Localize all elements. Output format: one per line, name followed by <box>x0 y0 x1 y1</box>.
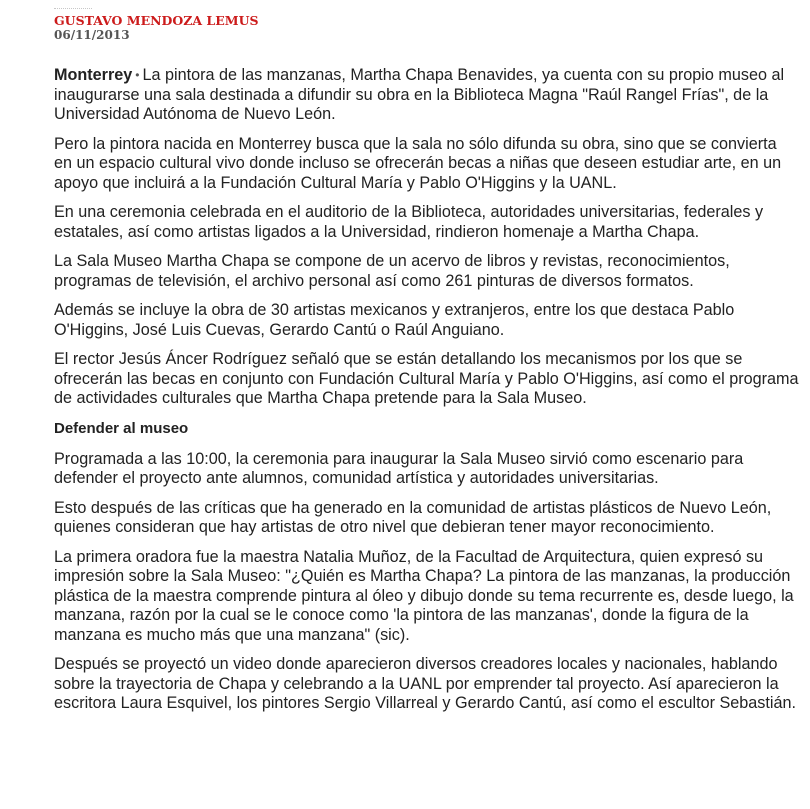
paragraph: Además se incluye la obra de 30 artistas mexicanos y extranjeros, entre los que destaca Pablo O'Higgins, José Luis Cuevas, Gerardo Cantú o Raúl Anguiano. <box>54 301 735 339</box>
article-body <box>54 66 799 724</box>
dateline: Monterrey <box>54 66 133 84</box>
lead-paragraph <box>54 66 799 125</box>
publish-date: 06/11/2013 <box>54 28 130 42</box>
paragraph: Esto después de las críticas que ha generado en la comunidad de artistas plásticos de Nuevo León, quienes consideran que hay artistas de otro nivel que debieran tener mayor reconocimiento. <box>54 498 772 536</box>
paragraph: La primera oradora fue la maestra Natalia Muñoz, de la Facultad de Arquitectura, quien expresó su impresión sobre la Sala Museo: "¿Quién es Martha Chapa? La pintora de las manzanas, la producción plástica de la maestra comprende pintura al óleo y dibujo donde su tema recurrente es, desde luego, la manzana, razón por la cual se le conoce como 'la pintora de las manzanas', donde la figura de la manzana es mucho más que una manzana" (sic). <box>54 547 794 644</box>
paragraph: En una ceremonia celebrada en el auditorio de la Biblioteca, autoridades universitarias, federales y estatales, así como artistas ligados a la Universidad, rindieron homenaje a Martha Chapa. <box>54 203 764 241</box>
dateline-separator: • <box>135 68 140 82</box>
byline <box>54 8 259 42</box>
paragraph: Pero la pintora nacida en Monterrey busca que la sala no sólo difunda su obra, sino que se convierta en un espacio cultural vivo donde incluso se ofrecerán becas a niñas que deseen estudiar arte, en un apoyo que incluirá a la Fundación Cultural María y Pablo O'Higgins y la UANL. <box>54 134 782 192</box>
author-name[interactable]: GUSTAVO MENDOZA LEMUS <box>54 13 259 28</box>
paragraph: Programada a las 10:00, la ceremonia para inaugurar la Sala Museo sirvió como escenario para defender el proyecto ante alumnos, comunidad artística y autoridades universitarias. <box>54 449 744 487</box>
paragraph: El rector Jesús Áncer Rodríguez señaló que se están detallando los mecanismos por los que se ofrecerán las becas en conjunto con Fundación Cultural María y Pablo O'Higgins, así como el programa de actividades culturales que Martha Chapa pretende para la Sala Museo. <box>54 350 799 407</box>
lead-text: La pintora de las manzanas, Martha Chapa Benavides, ya cuenta con su propio museo al inaugurarse una sala destinada a difundir su obra en la Biblioteca Magna "Raúl Rangel Frías", de la Universidad Autónoma de Nuevo León. <box>54 66 785 123</box>
paragraph: La Sala Museo Martha Chapa se compone de un acervo de libros y revistas, reconocimientos, programas de televisión, el archivo personal así como 261 pinturas de diversos formatos. <box>54 252 730 290</box>
paragraph: Después se proyectó un video donde aparecieron diversos creadores locales y nacionales, hablando sobre la trayectoria de Chapa y celebrando a la UANL por emprender tal proyecto. Así aparecieron la escritora Laura Esquivel, los pintores Sergio Villarreal y Gerardo Cantú, así como el escultor Sebastián. <box>54 655 796 712</box>
byline-divider <box>54 8 92 9</box>
section-subheading: Defender al museo <box>54 419 189 437</box>
